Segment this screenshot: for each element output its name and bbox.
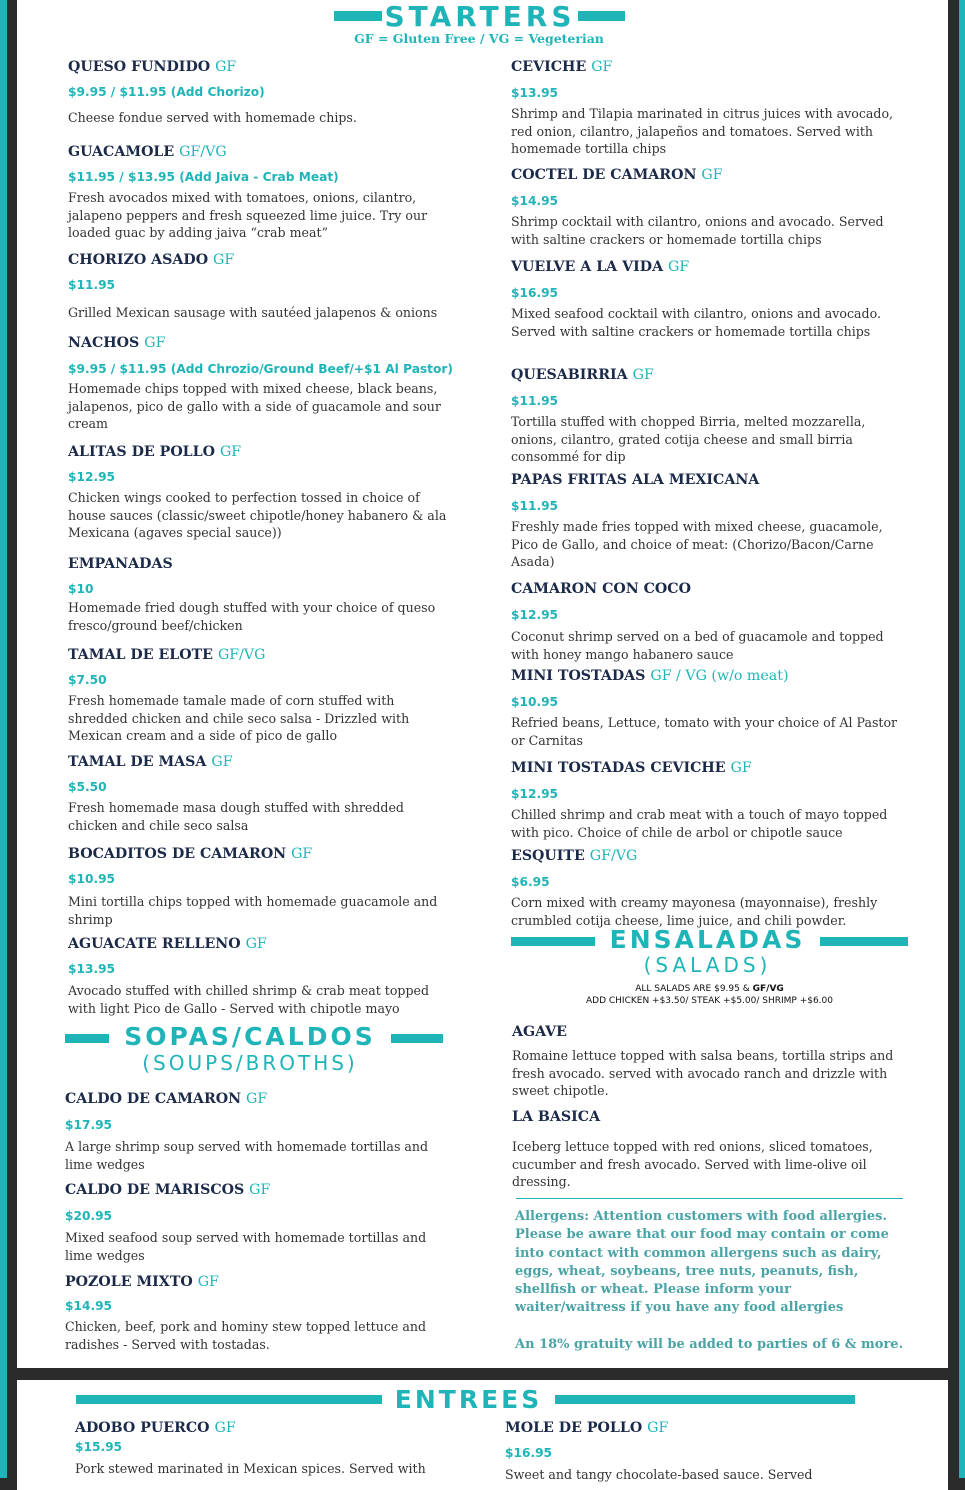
menu-page-1 xyxy=(17,0,948,1368)
item-description: A large shrimp soup served with homemade tortillas and lime wedges xyxy=(65,1139,429,1172)
item-price: $6.95 xyxy=(511,875,550,889)
item-description: Shrimp and Tilapia marinated in citrus juices with avocado, red onion, cilantro, jalapeños and tomatoes. Served with homemade tortilla chips xyxy=(511,106,894,156)
item-name: BOCADITOS DE CAMARON xyxy=(68,846,287,862)
item-description: Grilled Mexican sausage with sautéed jalapenos & onions xyxy=(68,305,438,320)
dietary-tag: GF xyxy=(214,1420,236,1436)
dietary-tag: GF/VG xyxy=(217,647,266,663)
item-price: $7.50 xyxy=(68,673,107,687)
menu-item xyxy=(511,759,906,841)
salads-price-note: ALL SALADS ARE $9.95 & GF/VG xyxy=(635,984,784,994)
dietary-tag: GF xyxy=(213,252,235,268)
dietary-tag: GF xyxy=(701,167,723,183)
menu-item xyxy=(75,1419,460,1478)
item-description: Homemade fried dough stuffed with your choice of queso fresco/ground beef/chicken xyxy=(68,600,436,633)
salad-item xyxy=(512,1108,907,1191)
item-name: CALDO DE CAMARON xyxy=(65,1091,242,1107)
item-price: $16.95 xyxy=(505,1446,553,1460)
item-description: Refried beans, Lettuce, tomato with your choice of Al Pastor or Carnitas xyxy=(511,715,898,748)
item-description: Coconut shrimp served on a bed of guacamole and topped with honey mango habanero sauce xyxy=(511,629,884,662)
item-description: Freshly made fries topped with mixed cheese, guacamole, Pico de Gallo, and choice of meat: (Chorizo/Bacon/Carne Asada) xyxy=(511,519,883,569)
item-price: $14.95 xyxy=(511,194,559,208)
item-description: Tortilla stuffed with chopped Birria, melted mozzarella, onions, cilantro, grated cotija cheese and small birria consommé for dip xyxy=(511,414,866,464)
salads-dietary-tag: GF/VG xyxy=(752,984,784,994)
item-price: $11.95 xyxy=(511,499,559,513)
dietary-tag: GF/VG xyxy=(589,848,638,864)
menu-item xyxy=(68,555,453,634)
item-price: $12.95 xyxy=(68,470,116,484)
item-price: $11.95 xyxy=(68,278,116,292)
item-description: Romaine lettuce topped with salsa beans, tortilla strips and fresh avocado. served with avocado ranch and drizzle with sweet chipotle. xyxy=(512,1048,894,1098)
item-name: ESQUITE xyxy=(511,848,585,864)
dietary-tag: GF xyxy=(245,936,267,952)
menu-item xyxy=(511,366,906,466)
item-name: TAMAL DE ELOTE xyxy=(68,647,213,663)
dietary-tag: GF xyxy=(291,846,313,862)
item-description: Chicken, beef, pork and hominy stew topped lettuce and radishes - Served with tostadas. xyxy=(65,1319,427,1352)
menu-item xyxy=(505,1419,900,1484)
dietary-tag: GF xyxy=(668,259,690,275)
item-description: Fresh homemade masa dough stuffed with shredded chicken and chile seco salsa xyxy=(68,800,404,833)
menu-item xyxy=(68,646,453,745)
left-edge-stripe xyxy=(0,0,7,1478)
dietary-tag: GF xyxy=(197,1274,219,1290)
ensaladas-subtitle: (SALADS) xyxy=(643,953,772,977)
dietary-tag: GF xyxy=(730,760,752,776)
dietary-tag: GF / VG (w/o meat) xyxy=(650,668,789,684)
item-description: Corn mixed with creamy mayonesa (mayonnaise), freshly crumbled cotija cheese, lime juice, and chili powder. xyxy=(511,895,878,928)
item-name: COCTEL DE CAMARON xyxy=(511,167,697,183)
sopas-subtitle: (SOUPS/BROTHS) xyxy=(142,1051,358,1075)
item-price: $17.95 xyxy=(65,1118,113,1132)
item-name: NACHOS xyxy=(68,335,140,351)
item-description: Avocado stuffed with chilled shrimp & crab meat topped with light Pico de Gallo - Served with chipotle mayo xyxy=(68,983,430,1016)
salads-addons-note: ADD CHICKEN +$3.50/ STEAK +$5.00/ SHRIMP +$6.00 xyxy=(585,996,833,1006)
item-description: Mixed seafood soup served with homemade tortillas and lime wedges xyxy=(65,1230,427,1263)
ensaladas-bar-left xyxy=(511,937,595,946)
item-description: Homemade chips topped with mixed cheese, black beans, jalapenos, pico de gallo with a side of guacamole and sour cream xyxy=(68,381,441,431)
menu-item xyxy=(65,1181,450,1264)
starters-title: STARTERS xyxy=(384,0,576,33)
dietary-tag: GF xyxy=(249,1182,271,1198)
item-price: $16.95 xyxy=(511,286,559,300)
menu-item xyxy=(68,251,453,322)
gratuity-notice: An 18% gratuity will be added to parties of 6 & more. xyxy=(515,1337,904,1352)
item-name: MINI TOSTADAS xyxy=(511,668,646,684)
menu-item xyxy=(68,443,453,542)
dietary-tag: GF xyxy=(246,1091,268,1107)
item-price: $15.95 xyxy=(75,1440,123,1454)
item-description: Fresh avocados mixed with tomatoes, onions, cilantro, jalapeno peppers and fresh squeezed lime juice. Try our loaded guac by adding jaiva “crab meat” xyxy=(68,190,428,240)
item-name: EMPANADAS xyxy=(68,556,173,572)
allergens-divider xyxy=(516,1198,903,1199)
menu-item xyxy=(68,753,453,834)
entrees-title: ENTREES xyxy=(394,1385,543,1414)
item-description: Mixed seafood cocktail with cilantro, onions and avocado. Served with saltine crackers or homemade tortilla chips xyxy=(511,306,881,339)
item-name: GUACAMOLE xyxy=(68,144,175,160)
item-name: ALITAS DE POLLO xyxy=(68,444,215,460)
menu-item xyxy=(68,935,453,1017)
item-name: CAMARON CON COCO xyxy=(511,581,691,597)
item-name: CHORIZO ASADO xyxy=(68,252,209,268)
item-price: $13.95 xyxy=(511,86,559,100)
dietary-tag: GF xyxy=(215,59,237,75)
dietary-tag: GF xyxy=(647,1420,669,1436)
dietary-tag: GF xyxy=(211,754,233,770)
menu-item xyxy=(68,334,453,433)
item-price: $9.95 / $11.95 (Add Chrozio/Ground Beef/+$1 Al Pastor) xyxy=(68,362,453,376)
menu-item xyxy=(511,58,906,158)
menu-item xyxy=(68,143,453,242)
item-price: $11.95 xyxy=(511,394,559,408)
item-name: POZOLE MIXTO xyxy=(65,1274,193,1290)
ensaladas-title: ENSALADAS xyxy=(609,925,806,954)
item-price: $20.95 xyxy=(65,1209,113,1223)
item-name: LA BASICA xyxy=(512,1109,601,1125)
salad-item xyxy=(512,1023,907,1100)
sopas-bar-right xyxy=(391,1034,443,1043)
starters-bar-left xyxy=(334,11,382,21)
item-description: Chicken wings cooked to perfection tossed in choice of house sauces (classic/sweet chipotle/honey habanero & ala Mexicana (agaves special sauce)) xyxy=(68,490,447,540)
item-name: AGAVE xyxy=(512,1024,567,1040)
item-description: Mini tortilla chips topped with homemade guacamole and shrimp xyxy=(68,894,438,927)
item-name: QUESABIRRIA xyxy=(511,367,628,383)
menu-item xyxy=(511,667,906,749)
dietary-tag: GF xyxy=(144,335,166,351)
dietary-tag: GF xyxy=(591,59,613,75)
item-description: Sweet and tangy chocolate-based sauce. Served xyxy=(505,1467,813,1482)
item-price: $5.50 xyxy=(68,780,107,794)
item-price: $10 xyxy=(68,582,94,596)
item-price: $12.95 xyxy=(511,608,559,622)
allergens-notice: Allergens: Attention customers with food allergies. Please be aware that our food may contain or come into contact with common allergens such as dairy, eggs, wheat, soybeans, tree nuts, peanuts, fish, shellfish or wheat. Please inform your waiter/waitress if you have any food allergies xyxy=(515,1209,889,1316)
menu-item xyxy=(511,580,906,663)
menu-item xyxy=(65,1090,450,1173)
item-price: $10.95 xyxy=(68,872,116,886)
starters-bar-right xyxy=(578,11,625,21)
item-name: PAPAS FRITAS ALA MEXICANA xyxy=(511,472,760,488)
dietary-legend: GF = Gluten Free / VG = Vegeterian xyxy=(354,31,604,46)
item-name: MOLE DE POLLO xyxy=(505,1420,643,1436)
item-price: $11.95 / $13.95 (Add Jaiva - Crab Meat) xyxy=(68,170,339,184)
menu-item xyxy=(68,58,453,127)
sopas-bar-left xyxy=(65,1034,109,1043)
item-price: $13.95 xyxy=(68,962,116,976)
entrees-bar-right xyxy=(555,1395,855,1404)
menu-item xyxy=(511,847,906,929)
menu-item xyxy=(511,166,906,248)
item-name: CEVICHE xyxy=(511,59,587,75)
menu-page-2 xyxy=(17,1380,948,1490)
item-description: Iceberg lettuce topped with red onions, sliced tomatoes, cucumber and fresh avocado. Served with lime-olive oil dressing. xyxy=(512,1139,873,1189)
item-name: TAMAL DE MASA xyxy=(68,754,207,770)
item-name: ADOBO PUERCO xyxy=(75,1420,210,1436)
item-description: Chilled shrimp and crab meat with a touch of mayo topped with pico. Choice of chile de arbol or chipotle sauce xyxy=(511,807,888,840)
item-price: $10.95 xyxy=(511,695,559,709)
item-name: AGUACATE RELLENO xyxy=(68,936,241,952)
dietary-tag: GF xyxy=(219,444,242,460)
item-description: Cheese fondue served with homemade chips. xyxy=(68,110,357,125)
entrees-bar-left xyxy=(76,1395,382,1404)
item-description: Pork stewed marinated in Mexican spices. Served with xyxy=(75,1461,426,1476)
menu-item xyxy=(68,845,453,928)
ensaladas-bar-right xyxy=(820,937,908,946)
menu-item xyxy=(511,258,906,340)
item-description: Shrimp cocktail with cilantro, onions and avocado. Served with saltine crackers or homemade tortilla chips xyxy=(511,214,884,247)
item-name: MINI TOSTADAS CEVICHE xyxy=(511,760,726,776)
item-name: QUESO FUNDIDO xyxy=(68,59,211,75)
item-price: $9.95 / $11.95 (Add Chorizo) xyxy=(68,85,265,99)
item-price: $12.95 xyxy=(511,787,559,801)
dietary-tag: GF/VG xyxy=(179,144,227,160)
right-edge-stripe xyxy=(959,0,965,1478)
item-name: VUELVE A LA VIDA xyxy=(511,259,664,275)
item-name: CALDO DE MARISCOS xyxy=(65,1182,245,1198)
item-description: Fresh homemade tamale made of corn stuffed with shredded chicken and chile seco salsa - Drizzled with Mexican cream and a side of pico de gallo xyxy=(68,693,410,743)
dietary-tag: GF xyxy=(632,367,654,383)
menu-item xyxy=(511,471,906,571)
item-price: $14.95 xyxy=(65,1299,113,1313)
menu-item xyxy=(65,1273,450,1353)
sopas-title: SOPAS/CALDOS xyxy=(124,1022,376,1051)
